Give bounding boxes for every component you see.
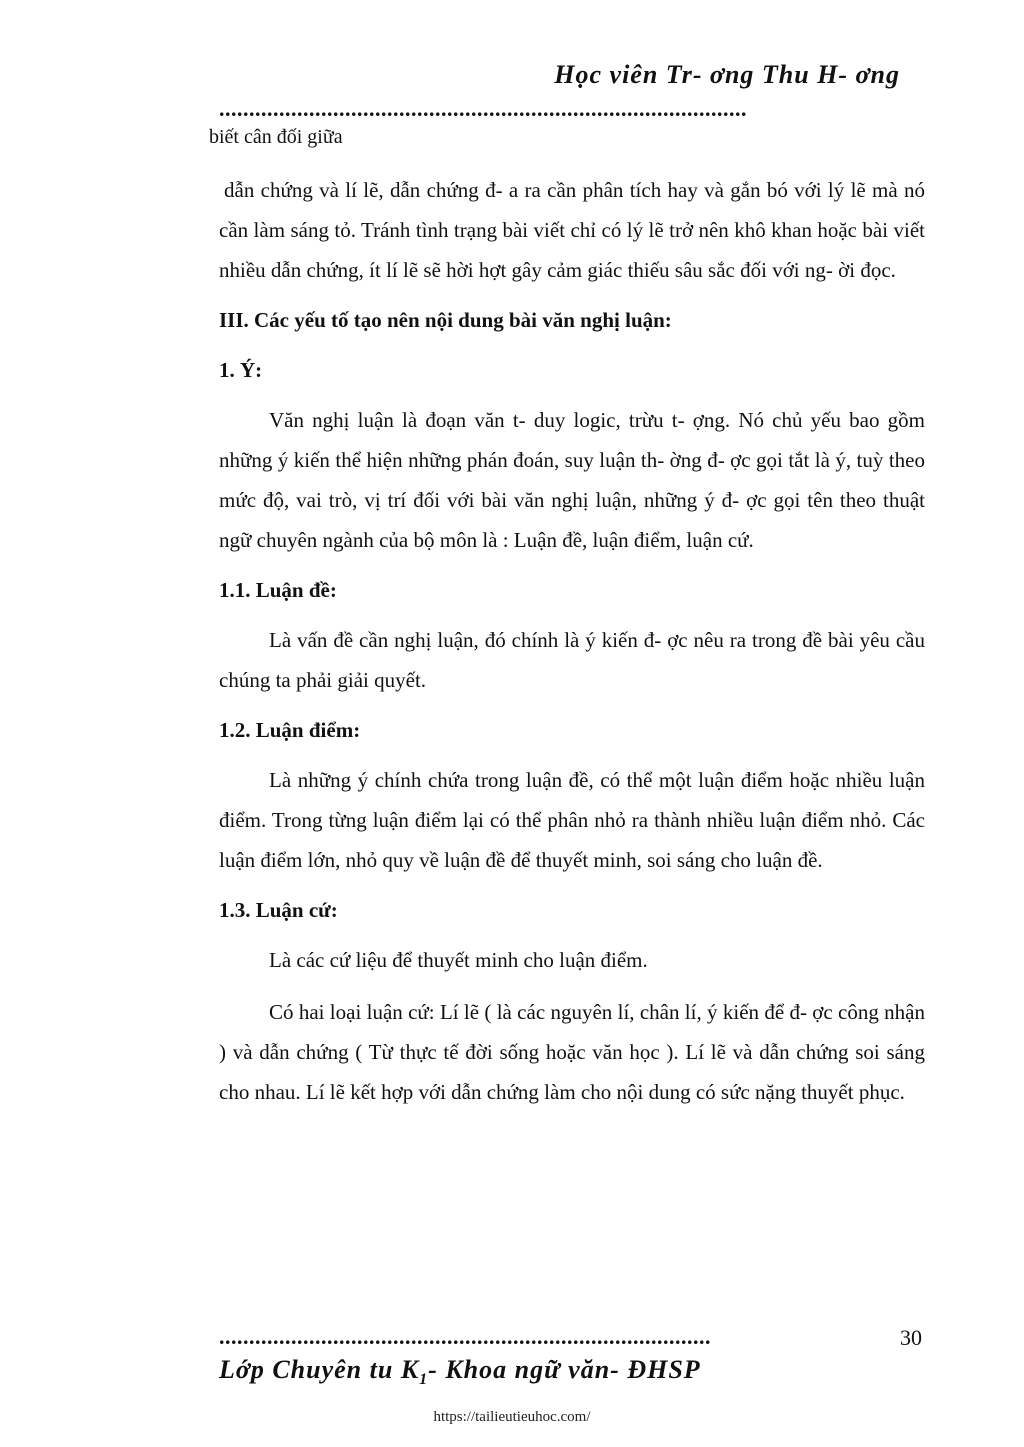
header-dotted-rule: ........................................................................................ xyxy=(219,98,747,120)
footer-class-prefix: Lớp Chuyên tu K xyxy=(219,1355,420,1384)
footer-class-name xyxy=(219,1355,701,1389)
paragraph-evidence-balance: dẫn chứng và lí lẽ, dẫn chứng đ- a ra cần phân tích hay và gắn bó với lý lẽ mà nó cần làm sáng tỏ. Tránh tình trạng bài viết chỉ có lý lẽ trở nên khô khan hoặc bài viết nhiều dẫn chứng, ít lí lẽ sẽ hời hợt gây cảm giác thiếu sâu sắc đối với ng- ời đọc. xyxy=(219,178,925,282)
footer-class-suffix: - Khoa ngữ văn- ĐHSP xyxy=(428,1355,701,1384)
continuation-text: biết cân đối giữa xyxy=(209,126,343,148)
heading-1-2-luan-diem: 1.2. Luận điểm: xyxy=(219,718,361,742)
paragraph-luan-cu: Là các cứ liệu để thuyết minh cho luận điểm. xyxy=(269,948,648,972)
header-author: Học viên Tr- ơng Thu H- ơng xyxy=(554,60,900,89)
paragraph-luan-de: Là vấn đề cần nghị luận, đó chính là ý kiến đ- ợc nêu ra trong đề bài yêu cầu chúng ta phải giải quyết. xyxy=(219,628,925,692)
document-body xyxy=(219,170,925,1112)
heading-1-3-luan-cu: 1.3. Luận cứ: xyxy=(219,898,338,922)
heading-1-1-luan-de: 1.1. Luận đề: xyxy=(219,578,337,602)
page-number: 30 xyxy=(900,1325,922,1350)
footer-class-subscript: 1 xyxy=(419,1371,429,1389)
source-url-link[interactable]: https://tailieutieuhoc.com/ xyxy=(433,1409,591,1425)
paragraph-luan-cu-types: Có hai loại luận cứ: Lí lẽ ( là các nguyên lí, chân lí, ý kiến để đ- ợc công nhận ) và dẫn chứng ( Từ thực tế đời sống hoặc văn học ). Lí lẽ và dẫn chứng soi sáng cho nhau. Lí lẽ kết hợp với dẫn chứng làm cho nội dung có sức nặng thuyết phục. xyxy=(219,1000,925,1104)
footer-dotted-rule: .................................................................................. xyxy=(219,1326,711,1348)
heading-section-3: III. Các yếu tố tạo nên nội dung bài văn nghị luận: xyxy=(219,308,672,332)
paragraph-luan-diem: Là những ý chính chứa trong luận đề, có thể một luận điểm hoặc nhiều luận điểm. Trong từng luận điểm lại có thể phân nhỏ ra thành nhiều luận điểm nhỏ. Các luận điểm lớn, nhỏ quy về luận đề để thuyết minh, soi sáng cho luận đề. xyxy=(219,768,925,872)
heading-1-y: 1. Ý: xyxy=(219,358,263,382)
paragraph-y-definition: Văn nghị luận là đoạn văn t- duy logic, trừu t- ợng. Nó chủ yếu bao gồm những ý kiến thể hiện những phán đoán, suy luận th- ờng đ- ợc gọi tắt là ý, tuỳ theo mức độ, vai trò, vị trí đối với bài văn nghị luận, những ý đ- ợc gọi tên theo thuật ngữ chuyên ngành của bộ môn là : Luận đề, luận điểm, luận cứ. xyxy=(219,408,925,552)
